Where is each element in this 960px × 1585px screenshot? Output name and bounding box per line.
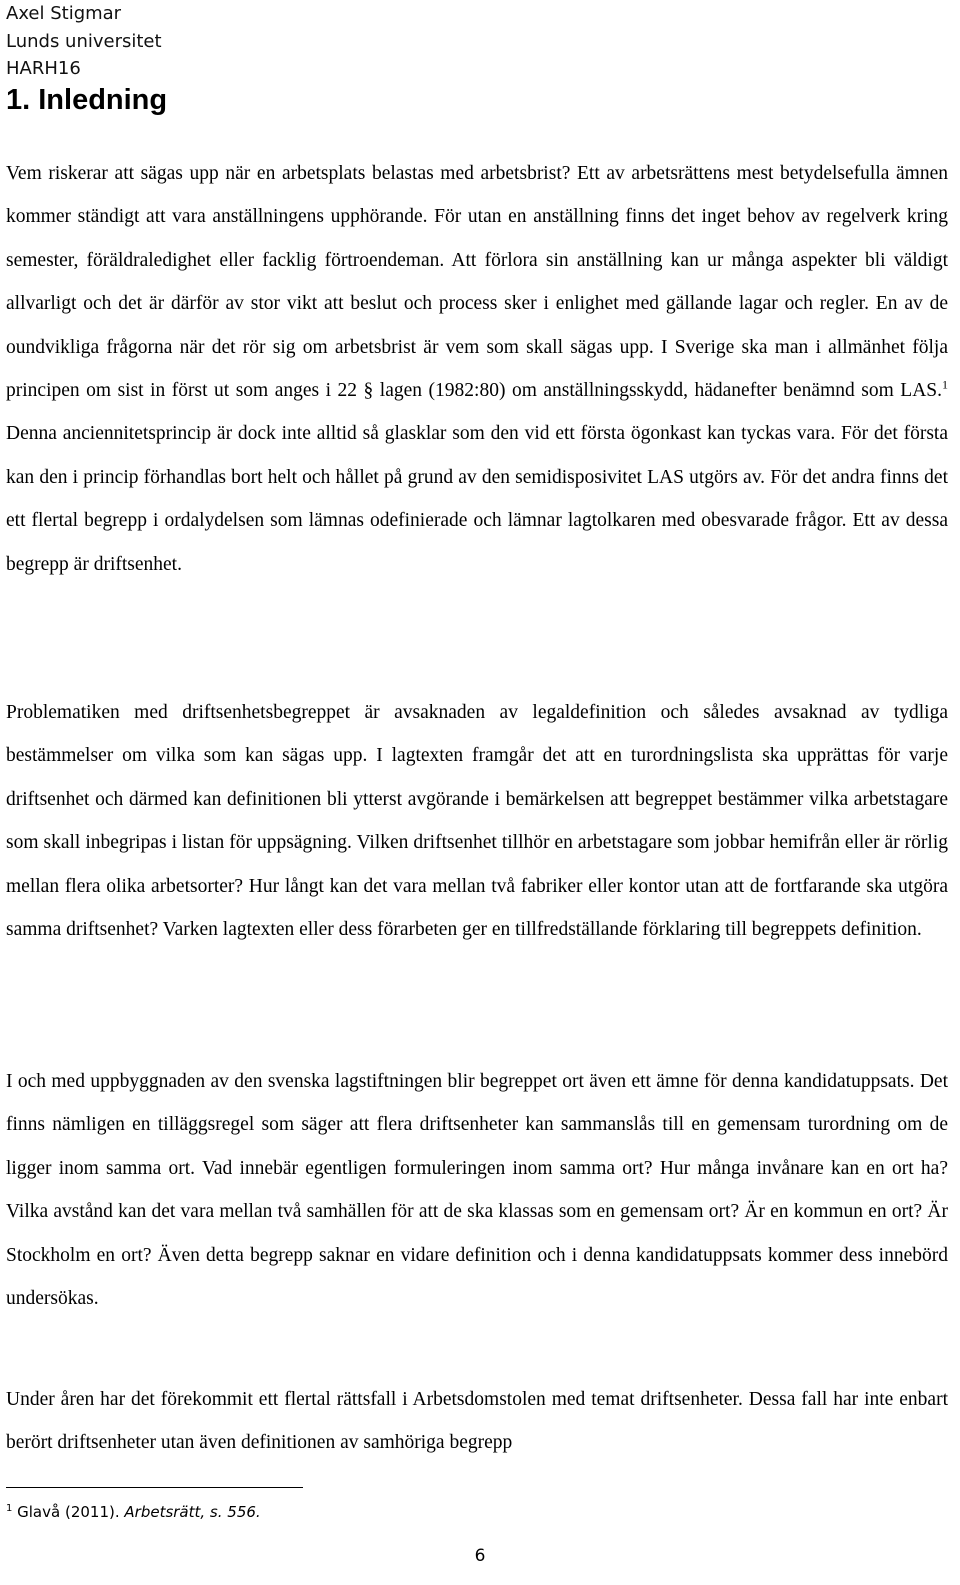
paragraph-3: I och med uppbyggnaden av den svenska lagstiftningen blir begreppet ort även ett ämne för denna kandidatuppsats. Det finns nämligen en tilläggsregel som säger att flera driftsenheter kan sammanslås till en gemensam turordning om de ligger inom samma ort. Vad innebär egentligen formuleringen inom samma ort? Hur många invånare kan en ort ha? Vilka avstånd kan det vara mellan två samhällen för att de ska klassas som en gemensam ort? Är en kommun en ort? Är Stockholm en ort? Även detta begrepp saknar en vidare definition och i denna kandidatuppsats kommer dess innebörd undersökas.	[6, 1071, 948, 1310]
footnote	[6, 1502, 261, 1522]
footnote-text: Glavå (2011).	[12, 1503, 125, 1521]
footnote-separator	[6, 1487, 303, 1488]
paragraph-1-part-a: Vem riskerar att sägas upp när en arbetsplats belastas med arbetsbrist? Ett av arbetsrättens mest betydelsefulla ämnen kommer ständigt att vara anställningens upphörande. För utan en anställning finns det inget behov av regelverk kring semester, föräldraledighet eller facklig förtroendeman. Att förlora sin anställning kan ur många aspekter bli väldigt allvarligt och det är därför av stor vikt att beslut och process sker i enlighet med gällande lagar och regler. En av de oundvikliga frågorna när det rör sig om arbetsbrist är vem som skall sägas upp. I Sverige ska man i allmänhet följa principen om sist in först ut som anges i 22 § lagen (1982:80) om anställningsskydd, hädanefter benämnd som LAS.	[6, 163, 948, 402]
paragraph-4: Under åren har det förekommit ett flertal rättsfall i Arbetsdomstolen med temat driftsenheter. Dessa fall har inte enbart berört driftsenheter utan även definitionen av samhöriga begrepp	[6, 1389, 948, 1454]
footnote-reference[interactable]: 1	[942, 377, 948, 392]
footnote-number: 1	[6, 1503, 13, 1514]
document-header	[6, 0, 162, 83]
section-heading: 1. Inledning	[6, 84, 168, 116]
paragraph-1-part-b: Denna anciennitetsprincip är dock inte alltid så glasklar som den vid ett första ögonkast kan tyckas vara. För det första kan den i princip förhandlas bort helt och hållet på grund av den semidisposivitet LAS utgörs av. För det andra finns det ett flertal begrepp i ordalydelsen som lämnas odefinierade och lämnar lagtolkaren med obesvarade frågor. Ett av dessa begrepp är driftsenhet.	[6, 423, 948, 575]
paragraph-1	[6, 152, 948, 586]
paragraph-2: Problematiken med driftsenhetsbegreppet är avsaknaden av legaldefinition och således avsaknad av tydliga bestämmelser om vilka som kan sägas upp. I lagtexten framgår det att en turordningslista ska upprättas för varje driftsenhet och därmed kan definitionen bli ytterst avgörande i bemärkelsen att begreppet bestämmer vilka arbetstagare som skall inbegripas i listan för uppsägning. Vilken driftsenhet tillhör en arbetstagare som jobbar hemifrån eller är rörlig mellan flera olika arbetsorter? Hur långt kan det vara mellan två fabriker eller kontor utan att de fortfarande ska utgöra samma driftsenhet? Varken lagtexten eller dess förarbeten ger en tillfredställande förklaring till begreppets definition.	[6, 702, 948, 941]
author-name: Axel Stigmar	[6, 3, 122, 24]
course-code: HARH16	[6, 58, 81, 79]
university-name: Lunds universitet	[6, 30, 162, 52]
page-number: 6	[474, 1546, 486, 1566]
footnote-title: Arbetsrätt, s. 556.	[124, 1503, 261, 1521]
